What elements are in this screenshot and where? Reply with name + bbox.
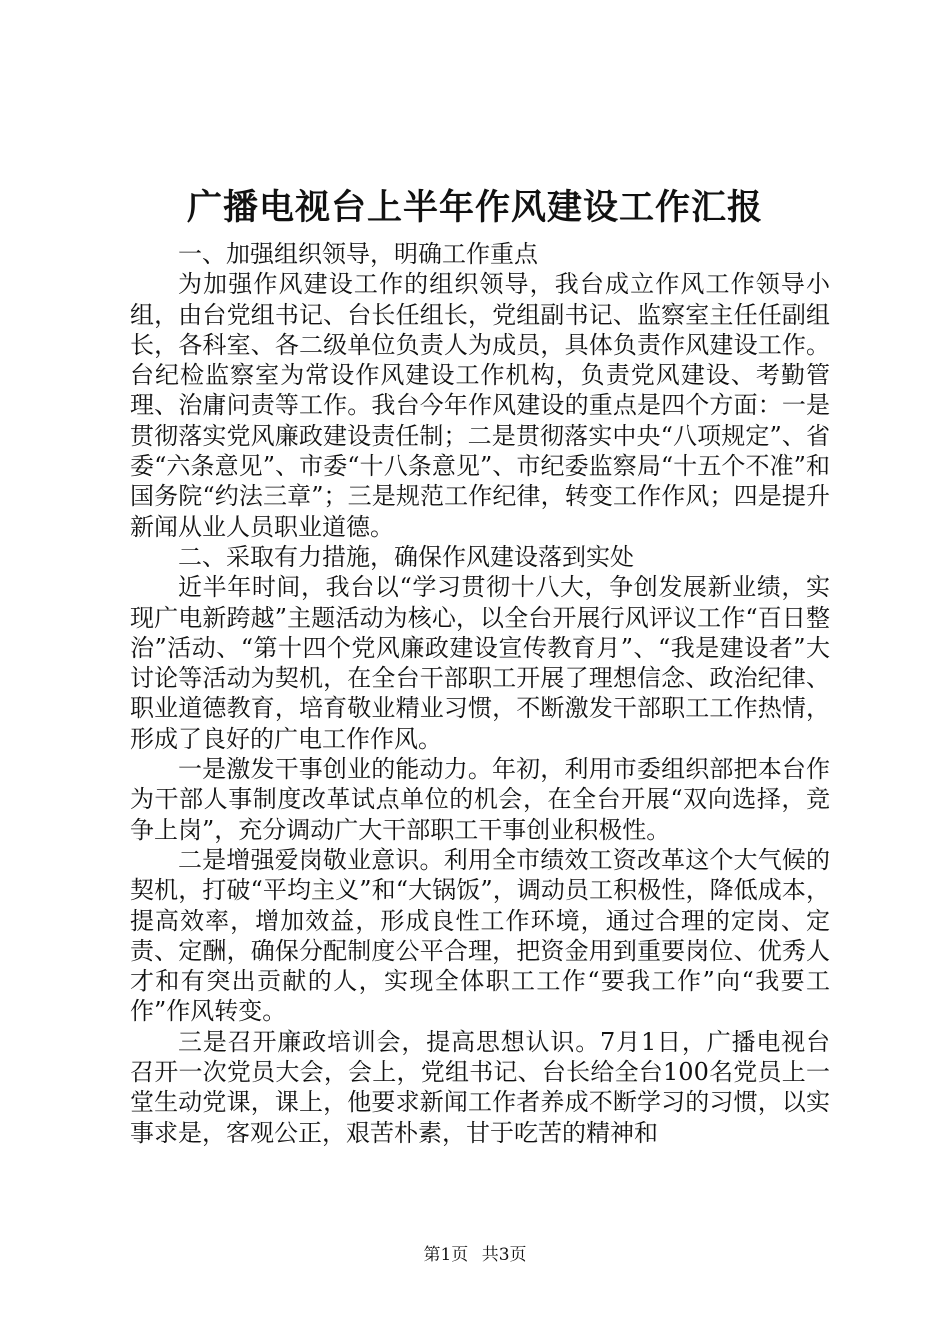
page-footer <box>0 1243 950 1267</box>
document-body <box>130 239 830 1148</box>
page-title: 广播电视台上半年作风建设工作汇报 <box>186 187 763 228</box>
paragraph: 为加强作风建设工作的组织领导，我台成立作风工作领导小组，由台党组书记、台长任组长，党组副书记、监察室主任任副组长，各科室、各二级单位负责人为成员，具体负责作风建设工作。台纪检监察室为常设作风建设工作机构，负责党风建设、考勤管理、治庸问责等工作。我台今年作风建设的重点是四个方面：一是贯彻落实党风廉政建设责任制；二是贯彻落实中央“八项规定”、省委“六条意见”、市委“十八条意见”、市纪委监察局“十五个不准”和国务院“约法三章”；三是规范工作纪律，转变工作作风；四是提升新闻从业人员职业道德。 <box>130 270 830 541</box>
paragraph: 近半年时间，我台以“学习贯彻十八大，争创发展新业绩，实现广电新跨越”主题活动为核心，以全台开展行风评议工作“百日整治”活动、“第十四个党风廉政建设宣传教育月”、“我是建设者”大讨论等活动为契机，在全台干部职工开展了理想信念、政治纪律、职业道德教育，培育敬业精业习惯，不断激发干部职工工作热情，形成了良好的广电工作作风。 <box>130 573 830 753</box>
section-heading: 一、加强组织领导，明确工作重点 <box>178 240 538 268</box>
section-heading: 二、采取有力措施，确保作风建设落到实处 <box>178 542 634 571</box>
page-total: 共3页 <box>481 1245 527 1265</box>
paragraph: 二是增强爱岗敬业意识。利用全市绩效工资改革这个大气候的契机，打破“平均主义”和“大锅饭”，调动员工积极性，降低成本，提高效率，增加效益，形成良性工作环境，通过合理的定岗、定责、定酬，确保分配制度公平合理，把资金用到重要岗位、优秀人才和有突出贡献的人，实现全体职工工作“要我工作”向“我要工作”作风转变。 <box>130 845 830 1026</box>
page-number: 第1页 <box>423 1245 469 1265</box>
paragraph: 一是激发干事创业的能动力。年初，利用市委组织部把本台作为干部人事制度改革试点单位的机会，在全台开展“双向选择，竞争上岗”，充分调动广大干部职工干事创业积极性。 <box>130 755 830 844</box>
paragraph: 三是召开廉政培训会，提高思想认识。7月1日，广播电视台召开一次党员大会，会上，党组书记、台长给全台100名党员上一堂生动党课，课上，他要求新闻工作者养成不断学习的习惯，以实事求是，客观公正，艰苦朴素，甘于吃苦的精神和 <box>130 1027 830 1147</box>
